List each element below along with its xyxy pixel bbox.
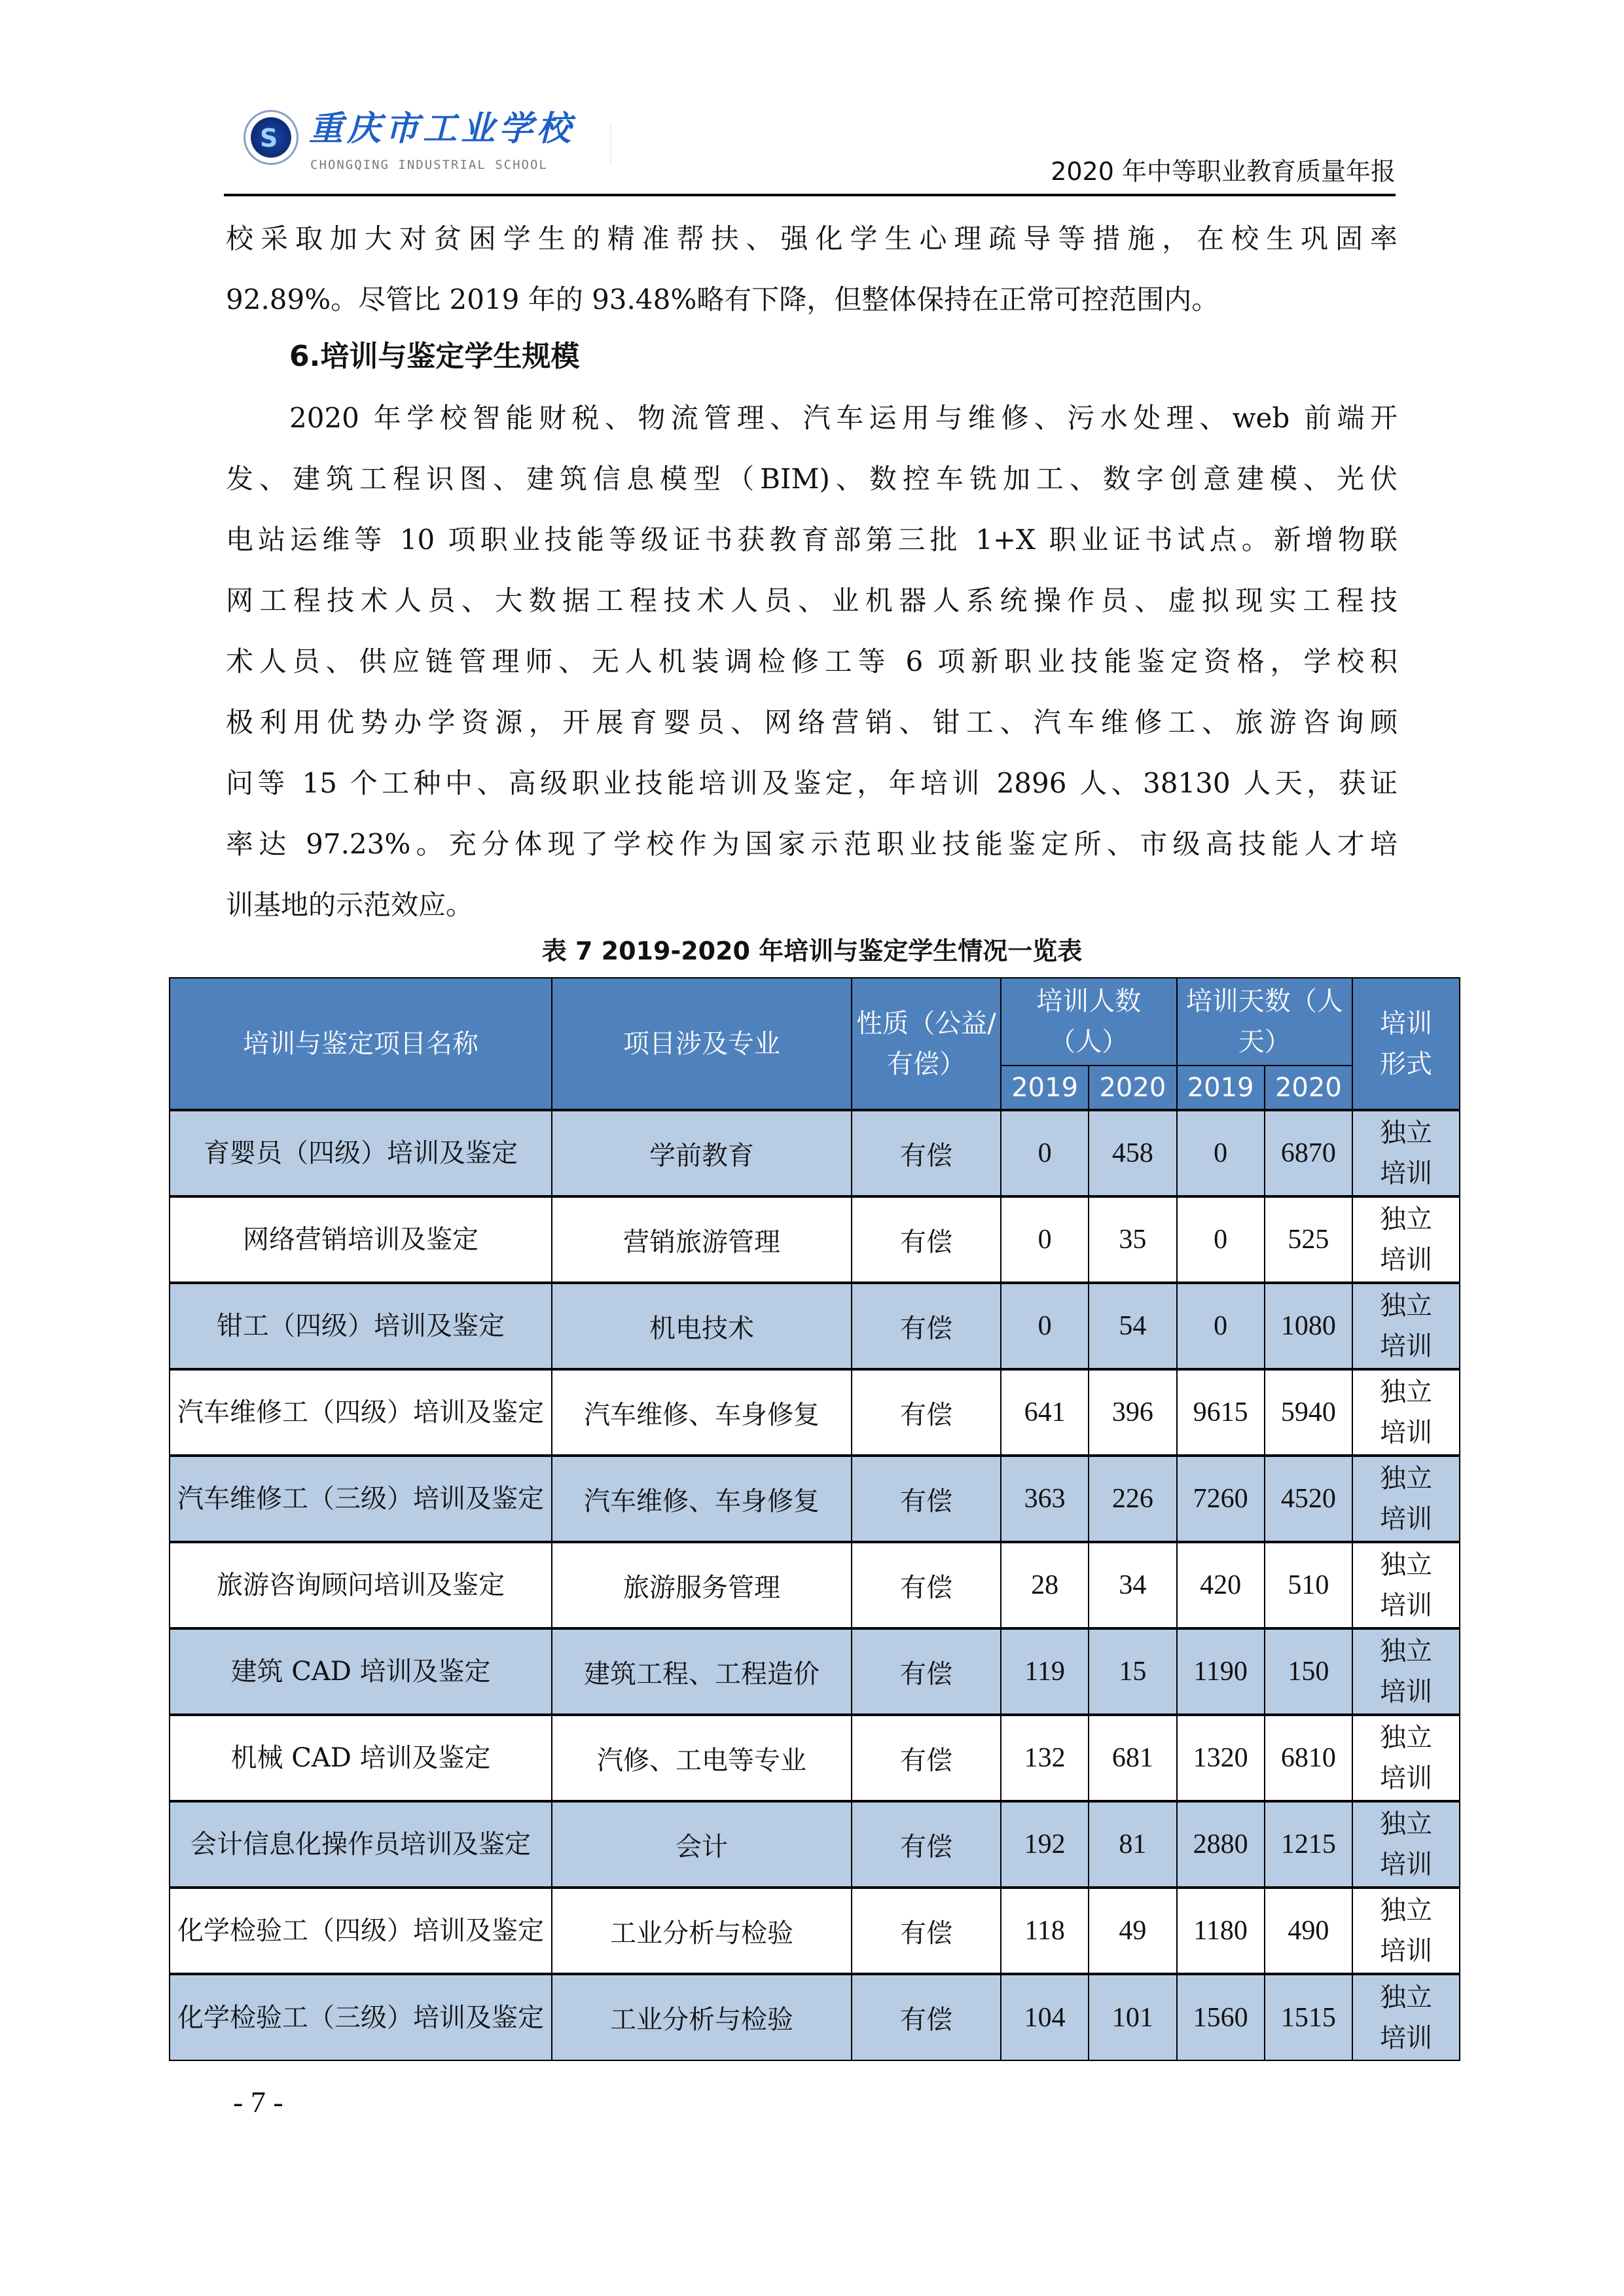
row-name: 化学检验工（四级）培训及鉴定	[170, 1888, 552, 1974]
row-days-2020: 6810	[1265, 1715, 1352, 1801]
table-caption: 表 7 2019-2020 年培训与鉴定学生情况一览表	[541, 937, 1083, 965]
row-form: 独立 培训	[1352, 1628, 1460, 1715]
paragraph-line: 术人员、供应链管理师、无人机装调检修工等 6 项新职业技能鉴定资格，学校积	[226, 645, 1398, 677]
row-form: 独立 培训	[1352, 1369, 1460, 1456]
row-days-2020: 1080	[1265, 1283, 1352, 1369]
row-nature: 有偿	[852, 1801, 1001, 1888]
row-name: 育婴员（四级）培训及鉴定	[170, 1110, 552, 1196]
row-name: 钳工（四级）培训及鉴定	[170, 1283, 552, 1369]
row-days-2020: 4520	[1265, 1456, 1352, 1542]
row-trainees-2020: 34	[1089, 1542, 1176, 1628]
school-name-cn: 重庆市工业学校	[309, 109, 575, 149]
row-days-2019: 1560	[1177, 1974, 1265, 2060]
row-major: 会计	[552, 1801, 852, 1888]
table-row	[170, 1715, 1460, 1801]
header-major: 项目涉及专业	[552, 978, 852, 1110]
row-trainees-2019: 0	[1001, 1110, 1089, 1196]
row-days-2019: 9615	[1177, 1369, 1265, 1456]
row-form: 独立 培训	[1352, 1456, 1460, 1542]
row-nature: 有偿	[852, 1888, 1001, 1974]
row-nature: 有偿	[852, 1974, 1001, 2060]
row-days-2020: 1215	[1265, 1801, 1352, 1888]
header-trainees: 培训人数（人）	[1001, 978, 1177, 1066]
training-table	[169, 977, 1460, 2061]
row-form: 独立 培训	[1352, 1715, 1460, 1801]
row-form: 独立 培训	[1352, 1196, 1460, 1283]
row-days-2019: 0	[1177, 1110, 1265, 1196]
row-form: 独立 培训	[1352, 1542, 1460, 1628]
row-trainees-2019: 119	[1001, 1628, 1089, 1715]
row-name: 化学检验工（三级）培训及鉴定	[170, 1974, 552, 2060]
row-days-2019: 7260	[1177, 1456, 1265, 1542]
row-trainees-2020: 458	[1089, 1110, 1176, 1196]
table-row	[170, 1283, 1460, 1369]
row-days-2019: 0	[1177, 1283, 1265, 1369]
row-nature: 有偿	[852, 1456, 1001, 1542]
row-days-2020: 490	[1265, 1888, 1352, 1974]
row-major: 工业分析与检验	[552, 1888, 852, 1974]
row-days-2020: 525	[1265, 1196, 1352, 1283]
paragraph-line: 电站运维等 10 项职业技能等级证书获教育部第三批 1+X 职业证书试点。新增物联	[226, 524, 1398, 556]
row-days-2019: 1180	[1177, 1888, 1265, 1974]
row-major: 建筑工程、工程造价	[552, 1628, 852, 1715]
paragraph-line: 网工程技术人员、大数据工程技术人员、业机器人系统操作员、虚拟现实工程技	[226, 584, 1398, 617]
row-trainees-2019: 0	[1001, 1283, 1089, 1369]
row-trainees-2019: 104	[1001, 1974, 1089, 2060]
row-major: 机电技术	[552, 1283, 852, 1369]
row-major: 工业分析与检验	[552, 1974, 852, 2060]
table-row	[170, 1801, 1460, 1888]
paragraph-retention	[226, 208, 1398, 330]
row-trainees-2019: 0	[1001, 1196, 1089, 1283]
row-trainees-2020: 396	[1089, 1369, 1176, 1456]
header-form: 培训 形式	[1352, 978, 1460, 1110]
header-days: 培训天数（人天）	[1177, 978, 1353, 1066]
row-form: 独立 培训	[1352, 1974, 1460, 2060]
row-days-2020: 1515	[1265, 1974, 1352, 2060]
seal-emblem-icon: S	[260, 124, 278, 152]
school-logo	[244, 105, 597, 183]
paragraph-line: 发、建筑工程识图、建筑信息模型（BIM)、数控车铣加工、数字创意建模、光伏	[226, 463, 1398, 495]
row-major: 汽车维修、车身修复	[552, 1456, 852, 1542]
row-trainees-2020: 49	[1089, 1888, 1176, 1974]
paragraph-line: 校采取加大对贫困学生的精准帮扶、强化学生心理疏导等措施，在校生巩固率	[226, 223, 1398, 255]
row-days-2020: 6870	[1265, 1110, 1352, 1196]
header-nature: 性质（公益/有偿）	[852, 978, 1001, 1110]
row-trainees-2019: 192	[1001, 1801, 1089, 1888]
row-trainees-2020: 101	[1089, 1974, 1176, 2060]
header-days-2020: 2020	[1265, 1066, 1352, 1110]
table-row	[170, 1888, 1460, 1974]
row-name: 旅游咨询顾问培训及鉴定	[170, 1542, 552, 1628]
report-title: 2020 年中等职业教育质量年报	[1051, 157, 1396, 186]
row-major: 营销旅游管理	[552, 1196, 852, 1283]
row-name: 汽车维修工（三级）培训及鉴定	[170, 1456, 552, 1542]
row-trainees-2019: 363	[1001, 1456, 1089, 1542]
row-trainees-2020: 54	[1089, 1283, 1176, 1369]
row-form: 独立 培训	[1352, 1801, 1460, 1888]
page-header	[224, 98, 1396, 196]
row-name: 网络营销培训及鉴定	[170, 1196, 552, 1283]
paragraph-line: 2020 年学校智能财税、物流管理、汽车运用与维修、污水处理、web 前端开	[289, 402, 1398, 434]
table-body	[170, 1110, 1460, 2060]
row-trainees-2019: 118	[1001, 1888, 1089, 1974]
row-days-2019: 0	[1177, 1196, 1265, 1283]
row-days-2020: 5940	[1265, 1369, 1352, 1456]
paragraph-line: 问等 15 个工种中、高级职业技能培训及鉴定，年培训 2896 人、38130 人天，获证	[226, 767, 1398, 799]
row-name: 建筑 CAD 培训及鉴定	[170, 1628, 552, 1715]
row-days-2019: 1320	[1177, 1715, 1265, 1801]
paragraph-line: 极利用优势办学资源，开展育婴员、网络营销、钳工、汽车维修工、旅游咨询顾	[226, 706, 1398, 738]
header-name: 培训与鉴定项目名称	[170, 978, 552, 1110]
table-row	[170, 1369, 1460, 1456]
row-nature: 有偿	[852, 1628, 1001, 1715]
row-nature: 有偿	[852, 1369, 1001, 1456]
row-days-2019: 420	[1177, 1542, 1265, 1628]
table-row	[170, 1628, 1460, 1715]
row-nature: 有偿	[852, 1196, 1001, 1283]
row-trainees-2019: 132	[1001, 1715, 1089, 1801]
logo-divider	[610, 124, 611, 164]
row-name: 机械 CAD 培训及鉴定	[170, 1715, 552, 1801]
row-form: 独立 培训	[1352, 1888, 1460, 1974]
row-trainees-2020: 226	[1089, 1456, 1176, 1542]
header-trainees-2020: 2020	[1089, 1066, 1176, 1110]
row-nature: 有偿	[852, 1110, 1001, 1196]
paragraph-line: 率达 97.23%。充分体现了学校作为国家示范职业技能鉴定所、市级高技能人才培	[226, 828, 1398, 860]
row-nature: 有偿	[852, 1715, 1001, 1801]
paragraph-training	[226, 387, 1398, 935]
row-name: 汽车维修工（四级）培训及鉴定	[170, 1369, 552, 1456]
school-seal-icon	[244, 110, 298, 165]
table-row	[170, 1542, 1460, 1628]
row-days-2019: 2880	[1177, 1801, 1265, 1888]
row-form: 独立 培训	[1352, 1110, 1460, 1196]
row-days-2020: 150	[1265, 1628, 1352, 1715]
row-trainees-2019: 641	[1001, 1369, 1089, 1456]
row-major: 汽车维修、车身修复	[552, 1369, 852, 1456]
table-row	[170, 1456, 1460, 1542]
row-trainees-2019: 28	[1001, 1542, 1089, 1628]
header-rule	[224, 194, 1396, 196]
row-nature: 有偿	[852, 1542, 1001, 1628]
row-form: 独立 培训	[1352, 1283, 1460, 1369]
school-name-en: CHONGQING INDUSTRIAL SCHOOL	[310, 158, 548, 172]
row-trainees-2020: 681	[1089, 1715, 1176, 1801]
row-major: 旅游服务管理	[552, 1542, 852, 1628]
row-days-2019: 1190	[1177, 1628, 1265, 1715]
table-row	[170, 1974, 1460, 2060]
row-trainees-2020: 81	[1089, 1801, 1176, 1888]
section-title: 6.培训与鉴定学生规模	[289, 340, 580, 373]
paragraph-line: 训基地的示范效应。	[226, 889, 474, 921]
header-trainees-2019: 2019	[1001, 1066, 1089, 1110]
row-major: 学前教育	[552, 1110, 852, 1196]
row-nature: 有偿	[852, 1283, 1001, 1369]
row-trainees-2020: 35	[1089, 1196, 1176, 1283]
row-major: 汽修、工电等专业	[552, 1715, 852, 1801]
header-days-2019: 2019	[1177, 1066, 1265, 1110]
paragraph-line: 92.89%。尽管比 2019 年的 93.48%略有下降，但整体保持在正常可控范围内。	[226, 283, 1219, 315]
table-row	[170, 1110, 1460, 1196]
row-trainees-2020: 15	[1089, 1628, 1176, 1715]
row-days-2020: 510	[1265, 1542, 1352, 1628]
page-number: - 7 -	[233, 2085, 283, 2119]
table-row	[170, 1196, 1460, 1283]
row-name: 会计信息化操作员培训及鉴定	[170, 1801, 552, 1888]
